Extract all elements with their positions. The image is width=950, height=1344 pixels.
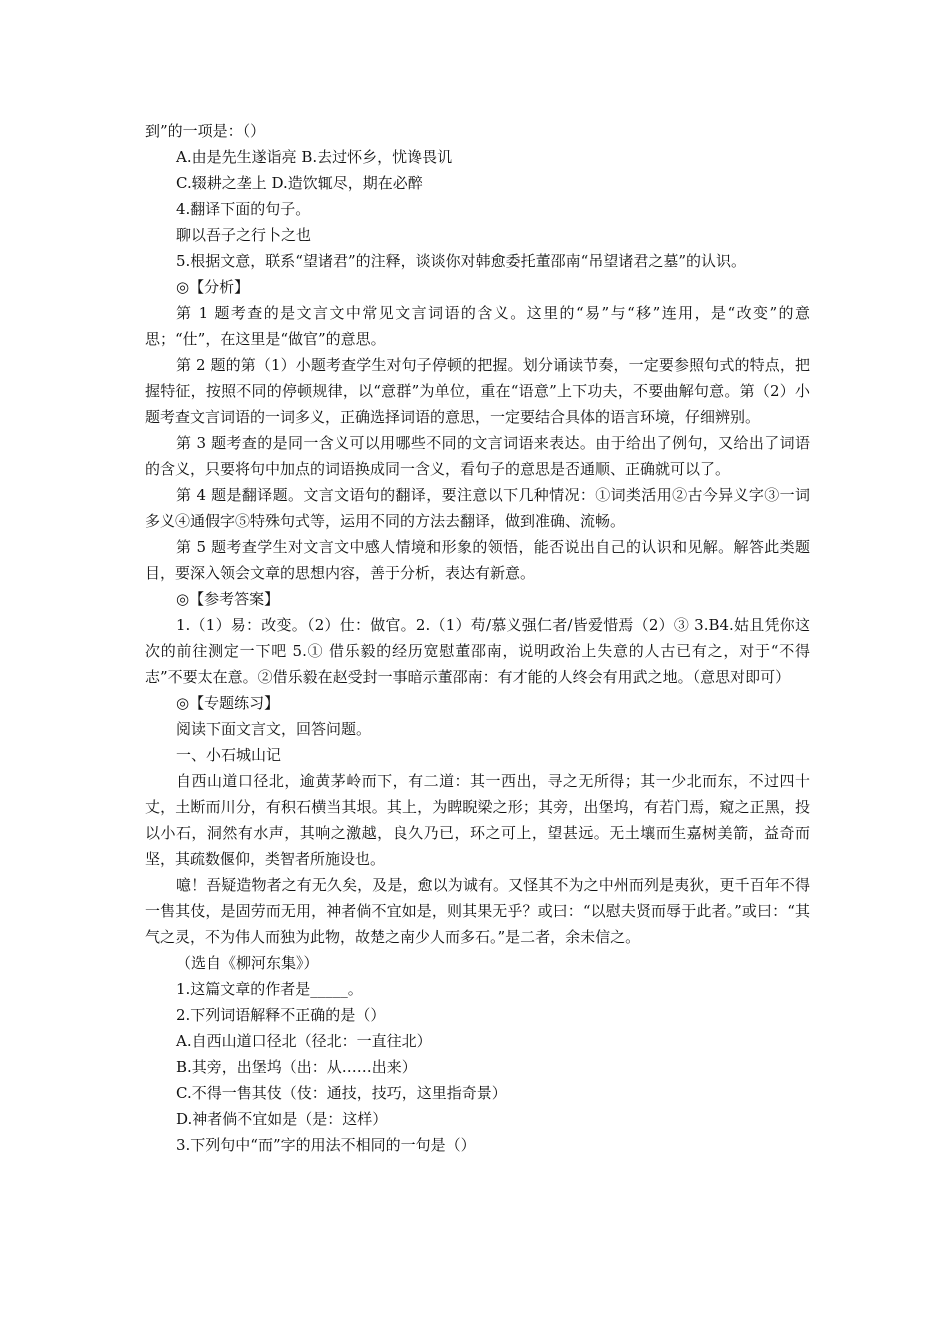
option-line: D.神者倘不宜如是（是：这样）: [176, 1110, 388, 1128]
instruction-line: 阅读下面文言文，回答问题。: [176, 720, 372, 738]
passage-source: （选自《柳河东集》）: [176, 954, 319, 972]
option-line: A.由是先生遂诣亮 B.去过怀乡，忧谗畏讥: [176, 148, 453, 166]
option-line: B.其旁，出堡坞（出：从……出来）: [176, 1058, 417, 1076]
option-line: C.不得一售其伎（伎：通技，技巧，这里指奇景）: [176, 1084, 507, 1102]
answer-paragraph: 1.（1）易：改变。（2）仕：做官。2.（1）苟/慕义强仁者/皆爱惜焉（2）③ 3.B4.姑且凭你这次的前往测定一下吧 5.① 借乐毅的经历宽慰董邵南，说明政治上失意的人古已有之，对于“不得志”不要太在意。②借乐毅在赵受封一事暗示董邵南：有才能的人终会有用武之地。（意思对即可）: [145, 616, 810, 686]
analysis-paragraph: 第 1 题考查的是文言文中常见文言词语的含义。这里的“易”与“移”连用，是“改变”的意思；“仕”，在这里是“做官”的意思。: [145, 304, 810, 348]
passage-paragraph: 自西山道口径北，逾黄茅岭而下，有二道：其一西出，寻之无所得；其一少北而东，不过四十丈，土断而川分，有积石横当其垠。其上，为睥睨梁之形；其旁，出堡坞，有若门焉，窥之正黑，投以小石，洞然有水声，其响之激越，良久乃已，环之可上，望甚远。无土壤而生嘉树美箭，益奇而坚，其疏数偃仰，类智者所施设也。: [145, 772, 810, 868]
analysis-paragraph: 第 2 题的第（1）小题考查学生对句子停顿的把握。划分诵读节奏，一定要参照句式的特点，把握特征，按照不同的停顿规律，以“意群”为单位，重在“语意”上下功夫，不要曲解句意。第（2）小题考查文言词语的一词多义，正确选择词语的意思，一定要结合具体的语言环境，仔细辨别。: [145, 356, 810, 426]
question-item: 1.这篇文章的作者是_____。: [176, 980, 363, 998]
section-heading-answers: ◎【参考答案】: [176, 590, 280, 608]
question-continuation: 到”的一项是：（）: [145, 122, 266, 140]
sentence-to-translate: 聊以吾子之行卜之也: [176, 226, 312, 244]
document-page: [145, 118, 810, 1158]
question-item: 2.下列词语解释不正确的是（）: [176, 1006, 386, 1024]
analysis-paragraph: 第 5 题考查学生对文言文中感人情境和形象的领悟，能否说出自己的认识和见解。解答此类题目，要深入领会文章的思想内容，善于分析，表达有新意。: [145, 538, 810, 582]
analysis-paragraph: 第 4 题是翻译题。文言文语句的翻译，要注意以下几种情况：①词类活用②古今异义字③一词多义④通假字⑤特殊句式等，运用不同的方法去翻译，做到准确、流畅。: [145, 486, 810, 530]
passage-title: 一、小石城山记: [176, 746, 282, 764]
question-item: 4.翻译下面的句子。: [176, 200, 311, 218]
option-line: A.自西山道口径北（径北：一直往北）: [176, 1032, 432, 1050]
question-item: 3.下列句中“而”字的用法不相同的一句是（）: [176, 1136, 476, 1154]
section-heading-practice: ◎【专题练习】: [176, 694, 280, 712]
option-line: C.辍耕之垄上 D.造饮辄尽，期在必醉: [176, 174, 423, 192]
passage-paragraph: 噫！吾疑造物者之有无久矣，及是，愈以为诚有。又怪其不为之中州而列是夷狄，更千百年不得一售其伎，是固劳而无用，神者倘不宜如是，则其果无乎？或曰：“以慰夫贤而辱于此者。”或曰：“其气之灵，不为伟人而独为此物，故楚之南少人而多石。”是二者，余未信之。: [145, 876, 810, 946]
question-item: 5.根据文意，联系“望诸君”的注释，谈谈你对韩愈委托董邵南“吊望诸君之墓”的认识。: [176, 252, 746, 270]
section-heading-analysis: ◎【分析】: [176, 278, 250, 296]
analysis-paragraph: 第 3 题考查的是同一含义可以用哪些不同的文言词语来表达。由于给出了例句，又给出了词语的含义，只要将句中加点的词语换成同一含义，看句子的意思是否通顺、正确就可以了。: [145, 434, 810, 478]
